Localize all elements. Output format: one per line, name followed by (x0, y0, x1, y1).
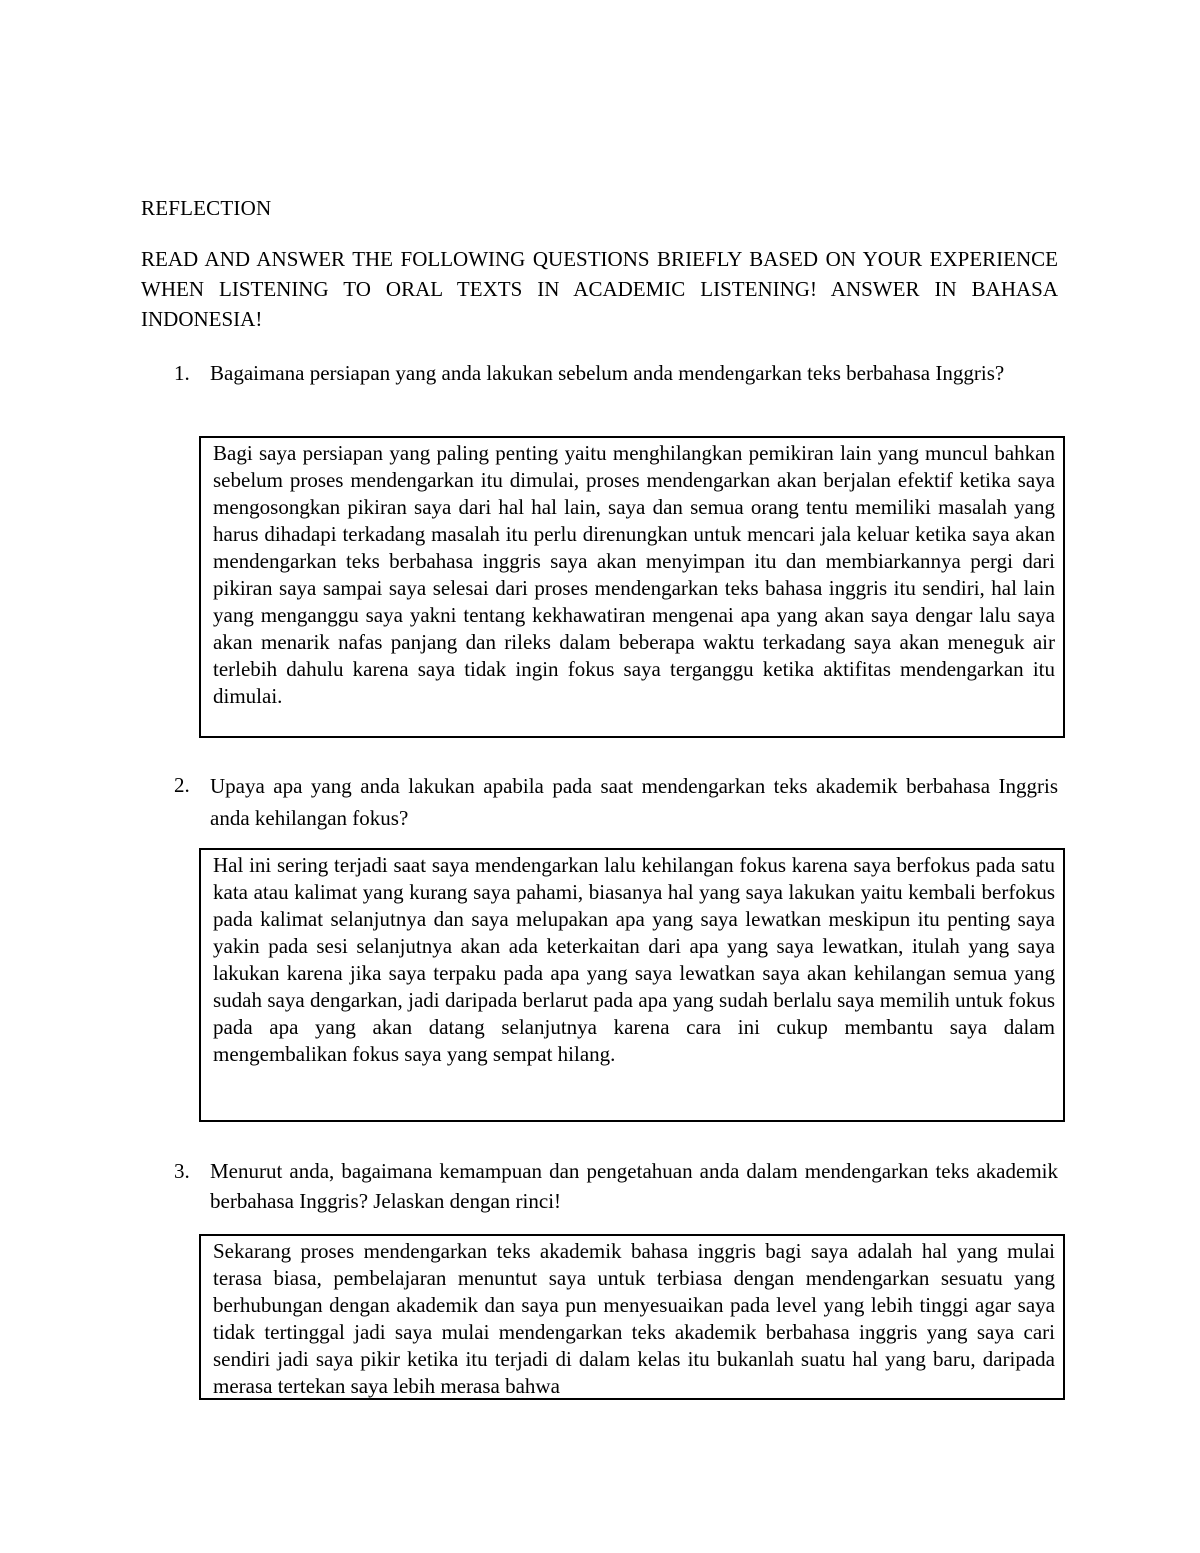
answer-text: Sekarang proses mendengarkan teks akademik bahasa inggris bagi saya adalah hal yang mulai terasa biasa, pembelajaran menuntut saya untuk terbiasa dengan mendengarkan sesuatu yang berhubungan dengan akademik dan saya pun menyesuaikan pada level yang lebih tinggi agar saya tidak tertinggal jadi saya mulai mendengarkan teks akademik berbahasa inggris yang saya cari sendiri jadi saya pikir ketika itu terjadi di dalam kelas itu bukanlah suatu hal yang baru, daripada merasa tertekan saya lebih merasa bahwa (213, 1239, 1055, 1398)
question-number: 3. (174, 1159, 190, 1183)
answer-box (199, 436, 1065, 738)
answer-box (199, 848, 1065, 1122)
answer-box (199, 1234, 1065, 1400)
question-number: 1. (174, 361, 190, 385)
question-number: 2. (174, 773, 190, 797)
question-text: Upaya apa yang anda lakukan apabila pada saat mendengarkan teks akademik berbahasa Inggris anda kehilangan fokus? (210, 774, 1058, 830)
question-text: Bagaimana persiapan yang anda lakukan sebelum anda mendengarkan teks berbahasa Inggris? (210, 361, 1005, 385)
document-title: REFLECTION (141, 196, 272, 220)
answer-text: Hal ini sering terjadi saat saya mendengarkan lalu kehilangan fokus karena saya berfokus pada satu kata atau kalimat yang kurang saya pahami, biasanya hal yang saya lakukan yaitu kembali berfokus pada kalimat selanjutnya dan saya melupakan apa yang saya lewatkan meskipun itu penting saya yakin pada sesi selanjutnya akan ada keterkaitan dari apa yang saya lewatkan, itulah yang saya lakukan karena jika saya terpaku pada apa yang saya lewatkan saya akan kehilangan semua yang sudah saya dengarkan, jadi daripada berlarut pada apa yang sudah berlalu saya memilih untuk fokus pada apa yang akan datang selanjutnya karena cara ini cukup membantu saya dalam mengembalikan fokus saya yang sempat hilang. (213, 853, 1055, 1066)
answer-text: Bagi saya persiapan yang paling penting yaitu menghilangkan pemikiran lain yang muncul bahkan sebelum proses mendengarkan itu dimulai, proses mendengarkan akan berjalan efektif ketika saya mengosongkan pikiran saya dari hal hal lain, saya dan semua orang tentu memiliki masalah yang harus dihadapi terkadang masalah itu perlu direnungkan untuk mencari jala keluar ketika saya akan mendengarkan teks berbahasa inggris saya akan menyimpan itu dan membiarkannya pergi dari pikiran saya sampai saya selesai dari proses mendengarkan teks bahasa inggris itu sendiri, hal lain yang menganggu saya yakni tentang kekhawatiran mengenai apa yang akan saya dengar lalu saya akan menarik nafas panjang dan rileks dalam beberapa waktu terkadang saya akan meneguk air terlebih dahulu karena saya tidak ingin fokus saya terganggu ketika aktifitas mendengarkan itu dimulai. (213, 441, 1055, 708)
instructions-text: READ AND ANSWER THE FOLLOWING QUESTIONS BRIEFLY BASED ON YOUR EXPERIENCE WHEN LISTENING TO ORAL TEXTS IN ACADEMIC LISTENING! ANSWER IN BAHASA INDONESIA! (141, 247, 1058, 331)
question-text: Menurut anda, bagaimana kemampuan dan pengetahuan anda dalam mendengarkan teks akademik berbahasa Inggris? Jelaskan dengan rinci! (210, 1159, 1058, 1213)
